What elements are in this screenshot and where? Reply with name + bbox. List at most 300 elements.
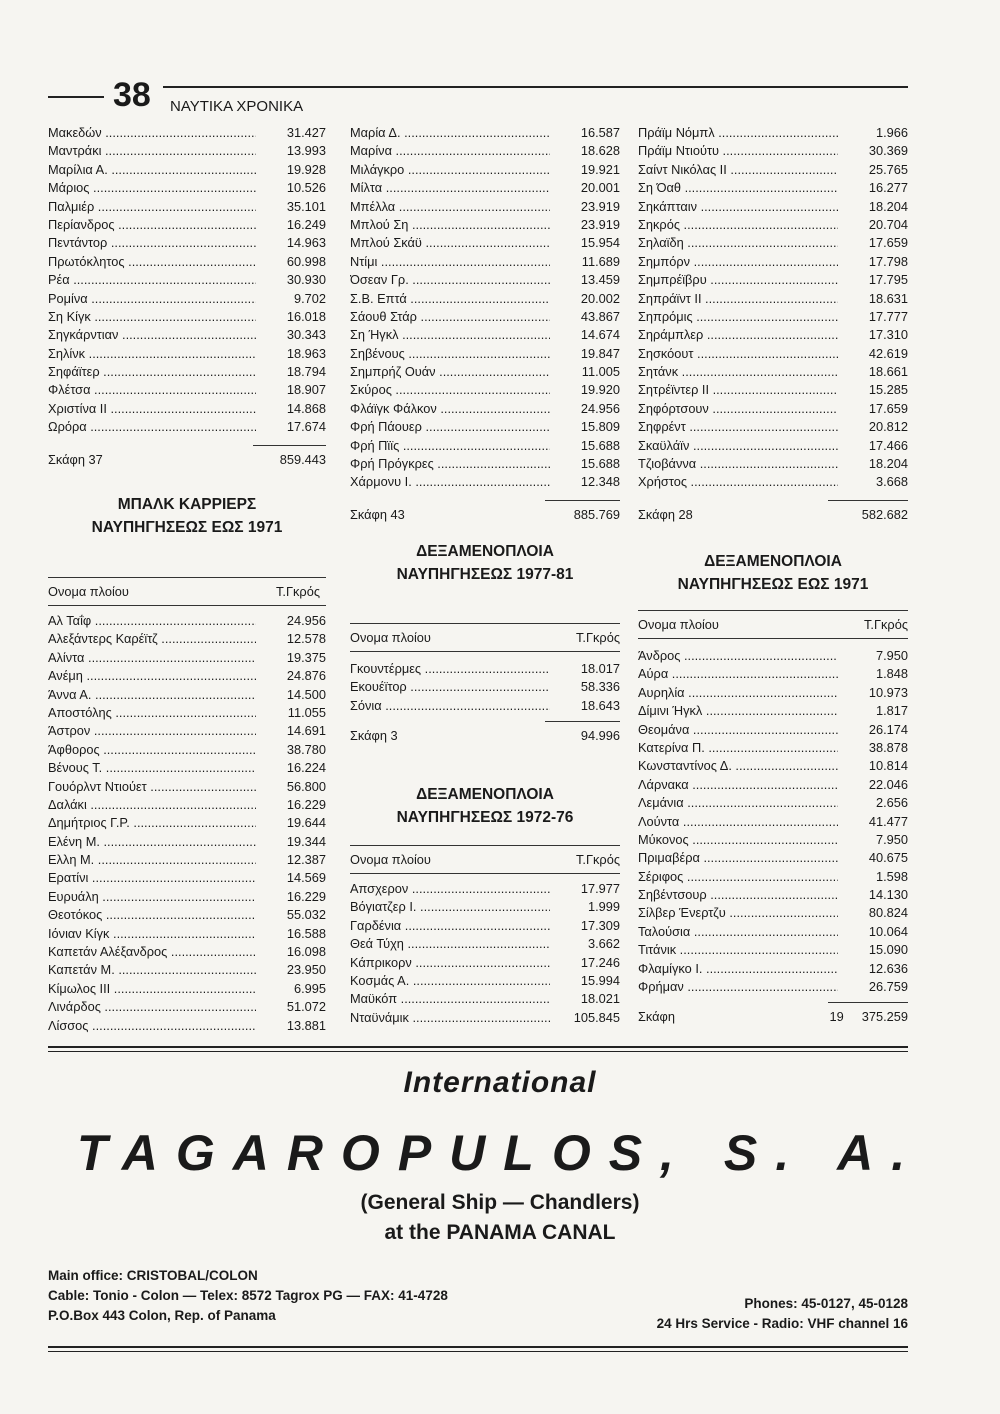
table-row	[638, 290, 908, 308]
ship-name: Πριμαβέρα .....	[638, 849, 838, 867]
ad-phones-line: Phones: 45-0127, 45-0128	[744, 1296, 908, 1311]
ship-name: Χρήστος .....	[638, 473, 838, 491]
table-row	[638, 216, 908, 234]
ship-name: Άννα Α. .....	[48, 686, 256, 704]
ship-grt: 19.928	[286, 161, 326, 177]
ship-name: Καπετάν Αλέξανδρος .....	[48, 943, 256, 961]
ship-name: Ση Κίγκ .....	[48, 308, 256, 326]
ship-grt: 19.375	[286, 649, 326, 665]
section-title-line: ΜΠΑΛΚ ΚΑΡΡΙΕΡΣ	[117, 496, 257, 513]
ship-name: Μαρία Δ. .....	[350, 124, 550, 142]
ship-name: Σημπρέϊβρυ .....	[638, 271, 838, 289]
ship-name: Φρή Πάουερ .....	[350, 418, 550, 436]
ship-grt: 1.999	[587, 899, 620, 915]
ship-grt: 18.017	[580, 661, 620, 676]
ship-grt: 18.631	[868, 290, 908, 306]
table-row	[48, 906, 326, 924]
ship-grt: 14.963	[286, 235, 326, 251]
table-row	[638, 179, 908, 197]
ship-grt: 19.920	[580, 382, 620, 398]
table-row	[350, 917, 620, 935]
header-rule-left	[48, 96, 104, 98]
ship-grt: 30.930	[286, 272, 326, 288]
table-header	[48, 584, 326, 599]
col-grt-header: Τ.Γκρός	[276, 584, 320, 599]
table-row	[350, 179, 620, 197]
table-row	[48, 234, 326, 252]
table-row	[350, 400, 620, 418]
section-title-line: ΔΕΞΑΜΕΝΟΠΛΟΙΑ	[416, 786, 554, 803]
table-row	[638, 142, 908, 160]
table-row	[350, 697, 620, 715]
ship-grt: 19.921	[580, 161, 620, 177]
ship-grt: 6.995	[293, 980, 326, 996]
ship-grt: 41.477	[868, 813, 908, 829]
ship-list	[638, 647, 908, 996]
ship-name: Όσεαν Γρ. .....	[350, 271, 550, 289]
ship-name: Λίσσος .....	[48, 1017, 256, 1035]
ship-grt: 25.765	[868, 161, 908, 177]
ad-international: International	[403, 1066, 597, 1099]
table-row	[350, 660, 620, 678]
col-name-header: Ονομα πλοίου	[48, 584, 129, 599]
ship-grt: 1.817	[875, 703, 908, 719]
table-row	[638, 234, 908, 252]
table-header-rule	[350, 651, 620, 652]
table-row	[638, 923, 908, 941]
ship-grt: 12.636	[868, 960, 908, 976]
table-row	[48, 630, 326, 648]
ship-name: Μίλτα .....	[350, 179, 550, 197]
ship-name: Μαϋκόπ .....	[350, 990, 550, 1008]
section-title-line: ΝΑΥΠΗΓΗΣΕΩΣ ΕΩΣ 1971	[677, 576, 869, 593]
table-row	[638, 271, 908, 289]
ship-list	[350, 880, 620, 1027]
ship-name: Άνδρος .....	[638, 647, 838, 665]
ship-grt: 18.963	[286, 345, 326, 361]
ad-tagline-line: (General Ship — Chandlers)	[360, 1191, 640, 1214]
ship-name: Φλαμίγκο Ι. .....	[638, 960, 838, 978]
table-row	[638, 647, 908, 665]
ship-name: Δαλάκι .....	[48, 796, 256, 814]
ship-name: Φρή Πϊϊς .....	[350, 437, 550, 455]
ship-name: Σηράμπλερ .....	[638, 326, 838, 344]
ship-grt: 26.759	[868, 979, 908, 995]
table-row	[48, 124, 326, 142]
ship-grt: 30.343	[286, 327, 326, 343]
table-row	[350, 880, 620, 898]
ship-grt: 7.950	[875, 648, 908, 663]
col-grt-header: Τ.Γκρός	[576, 852, 620, 867]
total-value: 94.996	[580, 728, 620, 744]
ship-grt: 17.309	[580, 917, 620, 933]
ship-name: Σηβέντσουρ .....	[638, 886, 838, 904]
ship-name: Σηλίνκ .....	[48, 345, 256, 363]
table-header	[638, 617, 908, 632]
table-row	[48, 161, 326, 179]
table-row	[48, 888, 326, 906]
ship-list	[350, 660, 620, 715]
ship-name: Ωρόρα .....	[48, 418, 256, 436]
ship-name: Μαρίνα .....	[350, 142, 550, 160]
ad-address	[48, 1266, 448, 1326]
ship-grt: 3.668	[875, 474, 908, 490]
table-row	[48, 290, 326, 308]
ship-name: Ρέα .....	[48, 271, 256, 289]
ship-name: Πράϊμ Νόμπλ .....	[638, 124, 838, 142]
total-label: Σκάφη 28	[638, 506, 693, 522]
ship-name: Παλμιέρ .....	[48, 198, 256, 216]
ship-name: Χριστίνα ΙΙ .....	[48, 400, 256, 418]
ship-name: Σάουθ Στάρ .....	[350, 308, 550, 326]
total-count: 19	[829, 1009, 844, 1025]
ship-grt: 16.588	[286, 925, 326, 941]
ship-name: Απσχερον .....	[350, 880, 550, 898]
ad-tagline	[0, 1188, 1000, 1248]
ad-tagline-line: at the PANAMA CANAL	[384, 1221, 616, 1244]
total-value: 375.259	[861, 1009, 908, 1025]
table-row	[638, 684, 908, 702]
ship-grt: 17.795	[868, 272, 908, 288]
table-row	[638, 904, 908, 922]
ship-name: Άστρον .....	[48, 722, 256, 740]
table-row	[48, 869, 326, 887]
ad-top-rule-thin	[48, 1051, 908, 1052]
total-value: 859.443	[279, 451, 326, 467]
ship-name: Ανέμη .....	[48, 667, 256, 685]
total-row	[48, 452, 326, 467]
ship-name: Φλέτσα .....	[48, 381, 256, 399]
table-row	[638, 418, 908, 436]
total-rule	[545, 500, 620, 501]
ship-name: Φρήμαν .....	[638, 978, 838, 996]
ship-name: Φλάϊγκ Φάλκον .....	[350, 400, 550, 418]
section-title-bulk	[48, 493, 326, 539]
ship-name: Πεντάντορ .....	[48, 234, 256, 252]
ship-grt: 14.674	[580, 327, 620, 343]
ship-name: Πρωτόκλητος .....	[48, 253, 256, 271]
ship-name: Τζιοβάννα .....	[638, 455, 838, 473]
table-row	[638, 455, 908, 473]
ship-name: Περίανδρος .....	[48, 216, 256, 234]
ship-name: Σηπράϊντ ΙΙ .....	[638, 290, 838, 308]
table-row	[350, 253, 620, 271]
ship-name: Μάριος .....	[48, 179, 256, 197]
column-1-table	[48, 577, 326, 1035]
ship-grt: 12.348	[580, 474, 620, 490]
ship-grt: 9.702	[293, 290, 326, 306]
ship-name: Λάρνακα .....	[638, 776, 838, 794]
ship-grt: 16.249	[286, 216, 326, 232]
table-row	[350, 290, 620, 308]
ship-name: Δημήτριος Γ.Ρ. .....	[48, 814, 256, 832]
ship-grt: 38.878	[868, 739, 908, 755]
total-value: 582.682	[861, 506, 908, 522]
ship-name: Θεομάνα .....	[638, 721, 838, 739]
table-header-rule	[48, 605, 326, 606]
table-row	[48, 649, 326, 667]
ship-name: Γαρδένια .....	[350, 917, 550, 935]
ship-grt: 18.628	[580, 143, 620, 159]
ship-grt: 20.704	[868, 216, 908, 232]
ship-name: Αλίντα .....	[48, 649, 256, 667]
table-row	[638, 198, 908, 216]
table-row	[48, 741, 326, 759]
ship-name: Θεοτόκος .....	[48, 906, 256, 924]
table-row	[350, 142, 620, 160]
ship-name: Μπέλλα .....	[350, 198, 550, 216]
table-top-rule	[638, 610, 908, 611]
table-row	[350, 308, 620, 326]
ship-grt: 12.578	[286, 631, 326, 647]
table-row	[350, 345, 620, 363]
ship-name: Μακεδών .....	[48, 124, 256, 142]
total-row	[350, 507, 620, 522]
table-row	[48, 796, 326, 814]
ship-grt: 23.950	[286, 962, 326, 978]
ship-grt: 1.966	[875, 125, 908, 140]
ship-grt: 11.055	[287, 704, 326, 720]
table-row	[350, 418, 620, 436]
ad-bottom-rule-thin	[48, 1351, 908, 1352]
ship-grt: 80.824	[868, 905, 908, 921]
table-row	[48, 198, 326, 216]
ship-grt: 42.619	[868, 345, 908, 361]
table-row	[638, 941, 908, 959]
ship-name: Ευρυάλη .....	[48, 888, 256, 906]
ship-name: Κοσμάς Α. .....	[350, 972, 550, 990]
ship-grt: 20.002	[580, 290, 620, 306]
table-row	[350, 271, 620, 289]
ship-grt: 22.046	[868, 776, 908, 792]
table-row	[638, 886, 908, 904]
ship-list	[48, 124, 326, 437]
table-row	[48, 722, 326, 740]
table-row	[48, 998, 326, 1016]
ad-bottom-rule	[48, 1346, 908, 1348]
ship-grt: 1.598	[875, 868, 908, 884]
table-row	[350, 363, 620, 381]
table-row	[638, 739, 908, 757]
ship-grt: 17.310	[868, 327, 908, 343]
ship-grt: 17.466	[868, 437, 908, 453]
total-row	[638, 1009, 908, 1024]
ship-name: Μπλού Σκάϋ .....	[350, 234, 550, 252]
ship-grt: 15.285	[868, 382, 908, 398]
section-title-tankers-72	[350, 783, 620, 829]
ship-name: Μαρίλια Α. .....	[48, 161, 256, 179]
total-rule	[828, 500, 908, 501]
ship-name: Σημπόρν .....	[638, 253, 838, 271]
table-row	[48, 925, 326, 943]
ship-name: Δίμινι Ήγκλ .....	[638, 702, 838, 720]
total-rule	[253, 445, 326, 446]
table-row	[638, 978, 908, 996]
ship-name: Σητάνκ .....	[638, 363, 838, 381]
ship-grt: 2.656	[875, 795, 908, 811]
table-row	[638, 437, 908, 455]
table-row	[48, 179, 326, 197]
table-row	[350, 935, 620, 953]
section-title-line: ΝΑΥΠΗΓΗΣΕΩΣ 1972-76	[396, 809, 574, 826]
table-row	[48, 667, 326, 685]
table-row	[638, 794, 908, 812]
ship-name: Ερατίνι .....	[48, 869, 256, 887]
table-row	[350, 437, 620, 455]
ship-name: Σηλαϊδη .....	[638, 234, 838, 252]
table-row	[638, 813, 908, 831]
table-row	[48, 271, 326, 289]
ship-name: Ελένη Μ. .....	[48, 833, 256, 851]
ship-grt: 51.072	[286, 999, 326, 1015]
ship-name: Αλ Ταΐφ .....	[48, 612, 256, 630]
ship-grt: 18.204	[868, 198, 908, 214]
ship-name: Λεμάνια .....	[638, 794, 838, 812]
table-row	[350, 972, 620, 990]
ship-name: Αύρα .....	[638, 665, 838, 683]
ship-grt: 26.174	[868, 721, 908, 737]
ship-grt: 35.101	[286, 198, 326, 214]
table-row	[638, 345, 908, 363]
ship-grt: 23.919	[580, 198, 620, 214]
ship-grt: 18.794	[286, 364, 326, 380]
ship-grt: 10.973	[868, 684, 908, 700]
table-row	[350, 678, 620, 696]
ship-grt: 16.277	[868, 180, 908, 196]
ship-name: Νταϋνάμικ .....	[350, 1009, 550, 1027]
table-row	[48, 418, 326, 436]
ship-name: Σημπρήζ Ουάν .....	[350, 363, 550, 381]
ship-grt: 14.691	[286, 723, 326, 739]
table-row	[638, 868, 908, 886]
ship-grt: 43.867	[580, 308, 620, 324]
table-top-rule	[350, 623, 620, 624]
table-row	[48, 851, 326, 869]
ship-name: Ντίμι .....	[350, 253, 550, 271]
table-row	[638, 253, 908, 271]
ship-grt: 14.868	[286, 400, 326, 416]
table-row	[350, 234, 620, 252]
ship-name: Μαντράκι .....	[48, 142, 256, 160]
total-rule	[828, 1002, 908, 1003]
section-title-line: ΝΑΥΠΗΓΗΣΕΩΣ 1977-81	[396, 566, 574, 583]
ship-name: Σκαϋλάϊν .....	[638, 437, 838, 455]
ship-name: Μύκονος .....	[638, 831, 838, 849]
table-row	[48, 943, 326, 961]
total-label: Σκάφη 3	[350, 728, 398, 744]
ship-grt: 19.847	[580, 345, 620, 361]
ship-name: Βένους Τ. .....	[48, 759, 256, 777]
total-rule	[545, 721, 620, 722]
ship-name: Θεά Τύχη .....	[350, 935, 550, 953]
ship-name: Φρή Πρόγκρες .....	[350, 455, 550, 473]
ship-grt: 55.032	[286, 907, 326, 923]
table-row	[638, 757, 908, 775]
ship-grt: 16.224	[286, 760, 326, 776]
ship-grt: 16.229	[286, 888, 326, 904]
ad-address-line: P.O.Box 443 Colon, Rep. of Panama	[48, 1308, 276, 1323]
ship-name: Σηφάϊτερ .....	[48, 363, 256, 381]
table-row	[350, 455, 620, 473]
table-header	[350, 630, 620, 645]
ship-name: Σηφρέντ .....	[638, 418, 838, 436]
ship-name: Σαίντ Νικόλας ΙΙ .....	[638, 161, 838, 179]
ship-grt: 20.812	[868, 419, 908, 435]
ship-grt: 16.587	[580, 125, 620, 140]
ship-grt: 15.090	[868, 942, 908, 958]
table-row	[350, 473, 620, 491]
table-row	[48, 778, 326, 796]
table-row	[638, 124, 908, 142]
ship-grt: 17.674	[286, 419, 326, 435]
ship-grt: 24.956	[286, 613, 326, 628]
ship-grt: 14.130	[868, 887, 908, 903]
ad-top-rule	[48, 1046, 908, 1048]
ship-name: Ση Ήγκλ .....	[350, 326, 550, 344]
ship-name: Γκουντέρμες .....	[350, 660, 550, 678]
column-1	[48, 124, 326, 467]
column-2	[350, 124, 620, 522]
ship-name: Κατερίνα Π. .....	[638, 739, 838, 757]
ship-grt: 17.798	[868, 253, 908, 269]
ship-grt: 3.662	[587, 936, 620, 952]
ship-grt: 15.688	[580, 437, 620, 453]
ship-grt: 105.845	[573, 1009, 620, 1025]
ship-name: Μπλού Ση .....	[350, 216, 550, 234]
ship-grt: 18.021	[580, 991, 620, 1007]
ship-name: Αποστόλης .....	[48, 704, 256, 722]
table-row	[638, 161, 908, 179]
ship-grt: 16.229	[286, 796, 326, 812]
table-row	[638, 849, 908, 867]
table-row	[638, 400, 908, 418]
ship-grt: 13.881	[286, 1017, 326, 1033]
ship-name: Σηφόρτσουν .....	[638, 400, 838, 418]
table-row	[350, 161, 620, 179]
total-label: Σκάφη	[638, 1009, 675, 1025]
ship-name: Πράϊμ Ντιούτυ .....	[638, 142, 838, 160]
ship-grt: 16.018	[286, 308, 326, 324]
ship-name: Μιλάγκρο .....	[350, 161, 550, 179]
ship-name: Εκουέϊτορ .....	[350, 678, 550, 696]
ship-grt: 17.777	[868, 308, 908, 324]
ship-grt: 40.675	[868, 850, 908, 866]
ship-grt: 10.814	[868, 758, 908, 774]
ship-grt: 30.369	[868, 143, 908, 159]
ship-grt: 13.993	[286, 143, 326, 159]
ship-name: Σ.Β. Επτά .....	[350, 290, 550, 308]
ad-address-line: Main office: CRISTOBAL/COLON	[48, 1268, 258, 1283]
ship-name: Κάπρικορν .....	[350, 954, 550, 972]
section-title-line: ΔΕΞΑΜΕΝΟΠΛΟΙΑ	[704, 553, 842, 570]
ship-grt: 60.998	[286, 253, 326, 269]
ad-company-name: TAGAROPULOS, S. A.	[76, 1125, 924, 1181]
ship-name: Κωνσταντίνος Δ. .....	[638, 757, 838, 775]
ad-address-line: Cable: Tonio - Colon — Telex: 8572 Tagrox PG — FAX: 41-4728	[48, 1288, 448, 1303]
column-2-table-b	[350, 845, 620, 1027]
column-3	[638, 124, 908, 522]
table-row	[48, 326, 326, 344]
table-top-rule	[350, 845, 620, 846]
ship-grt: 15.809	[580, 419, 620, 435]
running-title: ΝΑΥΤΙΚΑ ΧΡΟΝΙΚΑ	[170, 98, 304, 115]
ship-name: Ση Όαθ .....	[638, 179, 838, 197]
ship-name: Σηκάπταιν .....	[638, 198, 838, 216]
ship-grt: 17.659	[868, 235, 908, 251]
ship-name: Σηγκάρντιαν .....	[48, 326, 256, 344]
ship-grt: 17.246	[580, 954, 620, 970]
table-header-rule	[638, 638, 908, 639]
